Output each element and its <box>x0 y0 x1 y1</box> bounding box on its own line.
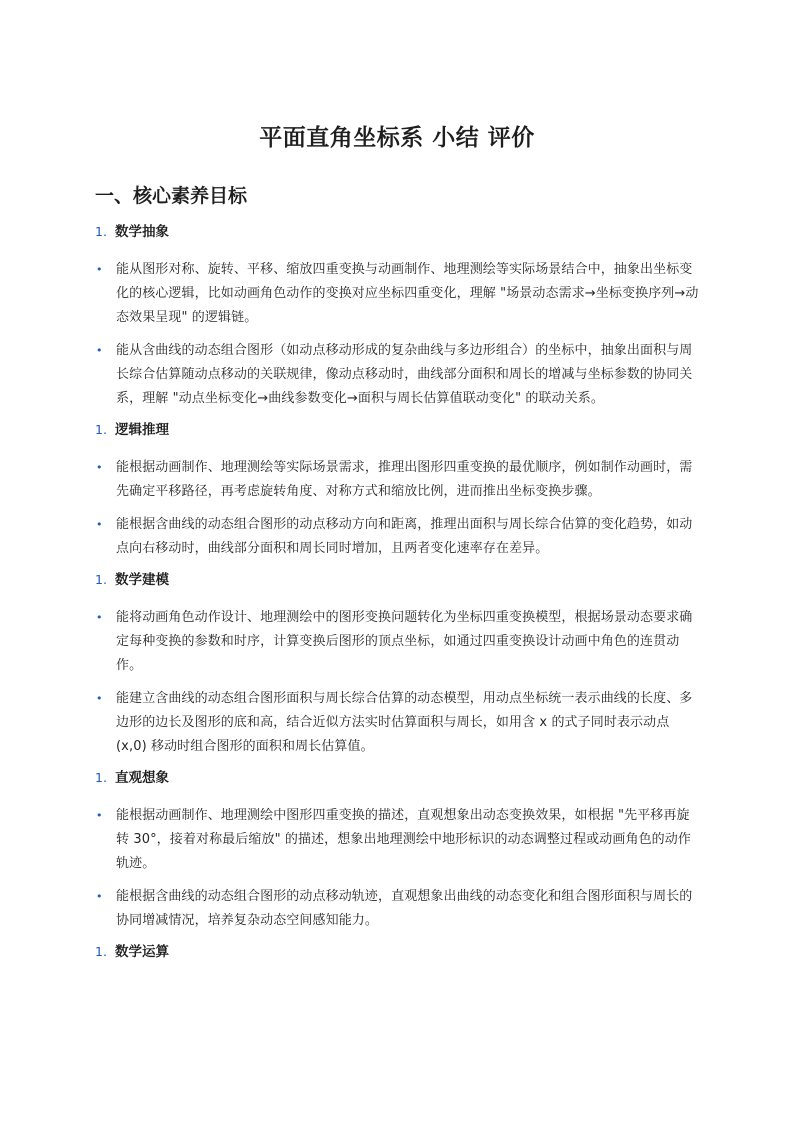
bullet-icon: • <box>96 809 103 822</box>
bullet-icon: • <box>96 344 103 357</box>
item-number: 1. <box>95 770 107 785</box>
list-item <box>95 513 700 561</box>
bullet-text: 能建立含曲线的动态组合图形面积与周长综合估算的动态模型，用动点坐标统一表示曲线的长度、多边形的边长及图形的底和高，结合近似方法实时估算面积与周长，如用含 x 的式子同时表示动点 (x,0) 移动时组合图形的面积和周长估算值。 <box>116 691 693 754</box>
section-heading: 一、核心素养目标 <box>95 185 248 207</box>
objective-group-computation <box>95 942 700 962</box>
bullet-text: 能根据动画制作、地理测绘等实际场景需求，推理出图形四重变换的最优顺序，例如制作动画时，需先确定平移路径，再考虑旋转角度、对称方式和缩放比例，进而推出坐标变换步骤。 <box>116 460 693 499</box>
bullet-icon: • <box>96 611 103 624</box>
bullet-icon: • <box>96 518 103 531</box>
bullet-icon: • <box>96 692 103 705</box>
bullet-text: 能从含曲线的动态组合图形（如动点移动形成的复杂曲线与多边形组合）的坐标中，抽象出面积与周长综合估算随动点移动的关联规律，像动点移动时，曲线部分面积和周长的增减与坐标参数的协同关系，理解 "动点坐标变化→曲线参数变化→面积与周长估算值联动变化" 的联动关系。 <box>116 343 693 406</box>
objective-group-reasoning <box>95 420 700 561</box>
bullet-icon: • <box>96 461 103 474</box>
item-label: 逻辑推理 <box>115 422 169 438</box>
numbered-item <box>95 420 700 440</box>
item-number: 1. <box>95 422 107 437</box>
item-number: 1. <box>95 572 107 587</box>
list-item <box>95 456 700 504</box>
bullet-text: 能根据含曲线的动态组合图形的动点移动方向和距离，推理出面积与周长综合估算的变化趋势，如动点向右移动时，曲线部分面积和周长同时增加，且两者变化速率存在差异。 <box>116 517 693 556</box>
list-item <box>95 804 700 876</box>
list-item <box>95 885 700 933</box>
bullet-text: 能从图形对称、旋转、平移、缩放四重变换与动画制作、地理测绘等实际场景结合中，抽象出坐标变化的核心逻辑，比如动画角色动作的变换对应坐标四重变化，理解 "场景动态需求→坐标变换序列→动态效果呈现" 的逻辑链。 <box>116 262 699 325</box>
bullet-text: 能根据含曲线的动态组合图形的动点移动轨迹，直观想象出曲线的动态变化和组合图形面积与周长的协同增减情况，培养复杂动态空间感知能力。 <box>116 889 693 928</box>
list-item <box>95 339 700 411</box>
item-number: 1. <box>95 944 107 959</box>
bullet-text: 能将动画角色动作设计、地理测绘中的图形变换问题转化为坐标四重变换模型，根据场景动态要求确定每种变换的参数和时序，计算变换后图形的顶点坐标，如通过四重变换设计动画中角色的连贯动作。 <box>116 610 693 673</box>
page-title: 平面直角坐标系 小结 评价 <box>259 125 535 151</box>
item-label: 数学运算 <box>115 944 169 960</box>
numbered-item <box>95 570 700 590</box>
list-item <box>95 258 700 330</box>
item-number: 1. <box>95 224 107 239</box>
numbered-item <box>95 768 700 788</box>
list-item <box>95 687 700 759</box>
objective-group-abstraction <box>95 222 700 411</box>
objective-group-intuition <box>95 768 700 933</box>
item-label: 数学抽象 <box>115 224 169 240</box>
objective-group-modeling <box>95 570 700 759</box>
list-item <box>95 606 700 678</box>
objectives-list <box>95 222 700 978</box>
item-label: 数学建模 <box>115 572 169 588</box>
bullet-icon: • <box>96 890 103 903</box>
bullet-icon: • <box>96 263 103 276</box>
numbered-item <box>95 222 700 242</box>
numbered-item <box>95 942 700 962</box>
item-label: 直观想象 <box>115 770 169 786</box>
bullet-text: 能根据动画制作、地理测绘中图形四重变换的描述，直观想象出动态变换效果，如根据 "先平移再旋转 30°，接着对称最后缩放" 的描述，想象出地理测绘中地形标识的动态调整过程或动画角色的动作轨迹。 <box>116 808 691 871</box>
